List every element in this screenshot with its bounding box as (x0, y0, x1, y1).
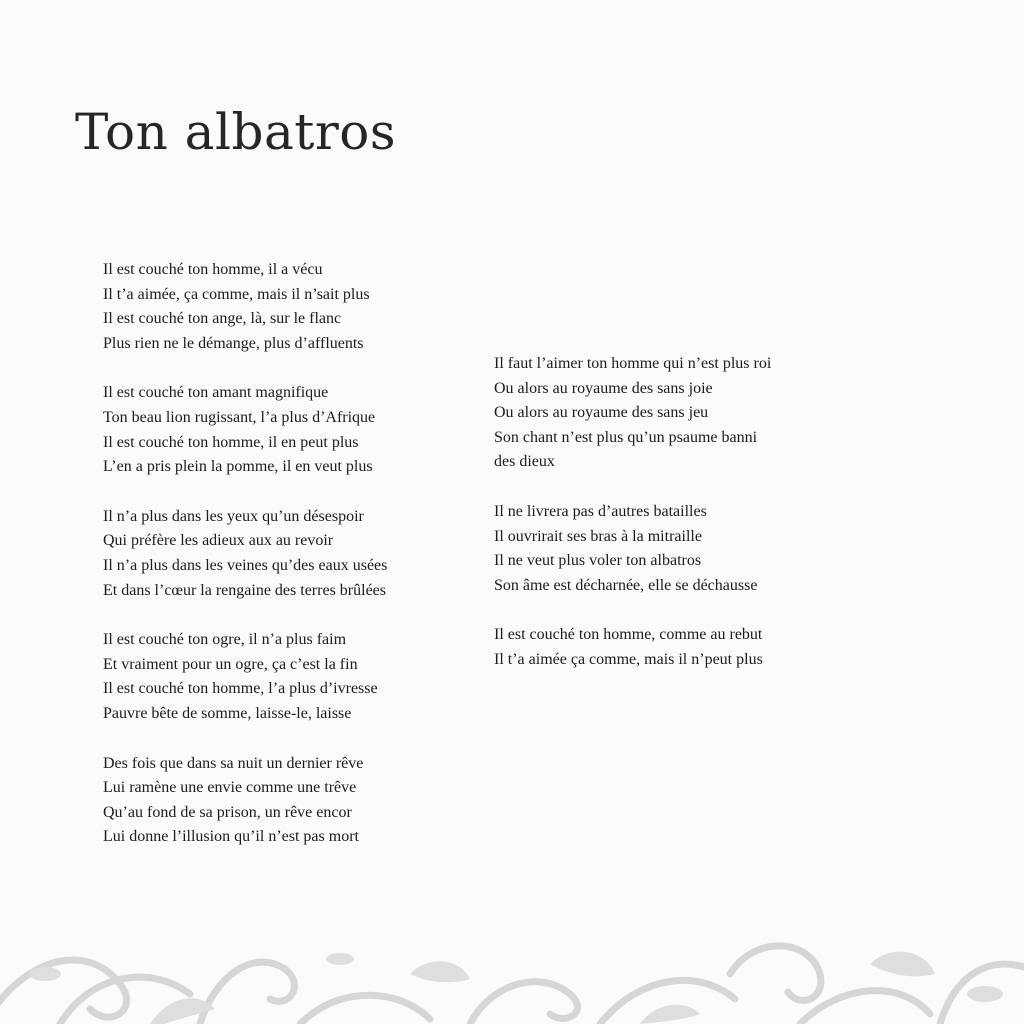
stanza (494, 623, 771, 672)
stanza (103, 381, 387, 479)
verse-line: Ou alors au royaume des sans joie (494, 379, 713, 397)
stanza (103, 628, 387, 726)
verse-line: Il est couché ton ogre, il n’a plus faim (103, 631, 347, 649)
verse-line: Il t’a aimée ça comme, mais il n’peut plus (494, 650, 763, 668)
verse-line: Plus rien ne le démange, plus d’affluents (103, 334, 364, 352)
verse-line: Et dans l’cœur la rengaine des terres brûlées (103, 581, 386, 599)
stanza (103, 752, 387, 850)
verse-line: Il t’a aimée, ça comme, mais il n’sait plus (103, 285, 370, 303)
page-title: Ton albatros (75, 103, 397, 161)
floral-ornament-border (0, 914, 1024, 1024)
verse-line: Il ne veut plus voler ton albatros (494, 552, 702, 570)
verse-line: Il est couché ton homme, il a vécu (103, 261, 323, 278)
verse-line: Ou alors au royaume des sans jeu (494, 404, 709, 422)
stanza (103, 258, 387, 356)
verse-line: Il est couché ton amant magnifique (103, 384, 329, 402)
verse-line: L’en a pris plein la pomme, il en veut plus (103, 458, 373, 476)
verse-line: Il ne livrera pas d’autres batailles (494, 502, 707, 520)
verse-line: Il est couché ton homme, il en peut plus (103, 433, 359, 451)
verse-line: Et vraiment pour un ogre, ça c’est la fin (103, 655, 358, 673)
verse-line: Il est couché ton homme, l’a plus d’ivresse (103, 680, 378, 698)
stanza (103, 505, 387, 603)
verse-line: Il n’a plus dans les yeux qu’un désespoir (103, 507, 364, 525)
verse-line: Qui préfère les adieux aux au revoir (103, 532, 334, 550)
verse-line: Pauvre bête de somme, laisse-le, laisse (103, 704, 352, 722)
verse-line: Ton beau lion rugissant, l’a plus d’Afrique (103, 408, 376, 426)
verse-line: Qu’au fond de sa prison, un rêve encor (103, 803, 352, 821)
stanza (494, 352, 771, 475)
verse-line: Lui ramène une envie comme une trêve (103, 779, 357, 797)
verse-line: Lui donne l’illusion qu’il n’est pas mort (103, 828, 359, 846)
poem-left-column (103, 258, 387, 875)
verse-line: Il est couché ton homme, comme au rebut (494, 626, 763, 644)
verse-line: Il faut l’aimer ton homme qui n’est plus roi (494, 355, 772, 372)
verse-line: Il ouvrirait ses bras à la mitraille (494, 527, 702, 545)
verse-line: Son âme est décharnée, elle se déchausse (494, 576, 758, 594)
stanza (494, 500, 771, 598)
verse-line: Des fois que dans sa nuit un dernier rêve (103, 754, 364, 772)
verse-line: des dieux (494, 453, 555, 471)
verse-line: Il n’a plus dans les veines qu’des eaux usées (103, 556, 388, 574)
verse-line: Son chant n’est plus qu’un psaume banni (494, 428, 758, 446)
poem-right-column (494, 352, 771, 698)
verse-line: Il est couché ton ange, là, sur le flanc (103, 310, 342, 328)
